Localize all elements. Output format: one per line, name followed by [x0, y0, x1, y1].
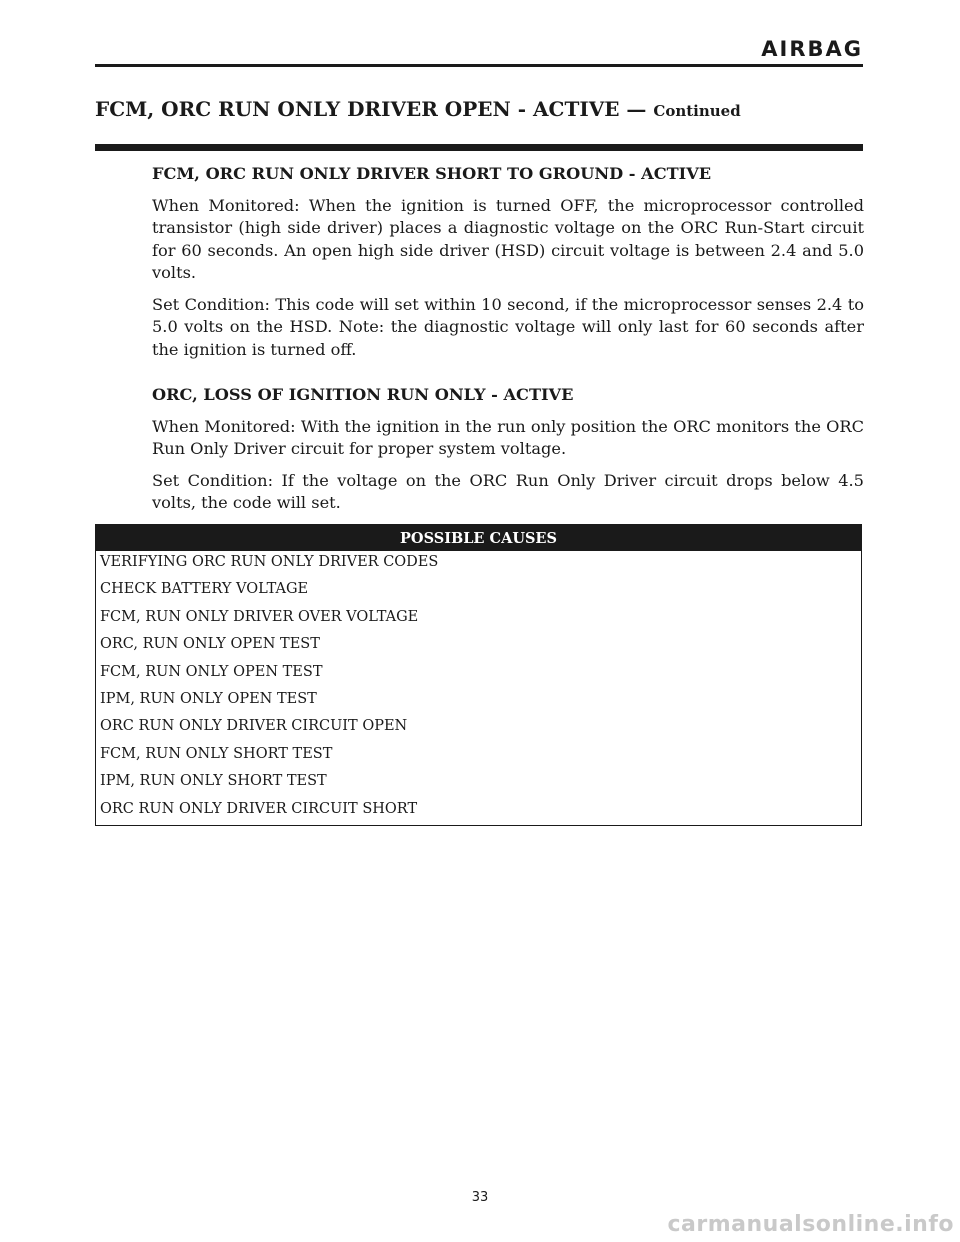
- paragraph: Set Condition: If the voltage on the ORC Run Only Driver circuit drops below 4.5 volts, the code will set.: [152, 470, 864, 512]
- cause-row: FCM, RUN ONLY OPEN TEST: [100, 663, 323, 680]
- page-number: 33: [471, 1190, 489, 1205]
- page-title-continued: Continued: [653, 102, 741, 120]
- possible-causes-header: POSSIBLE CAUSES: [96, 525, 861, 551]
- paragraph: When Monitored: With the ignition in the run only position the ORC monitors the ORC Run Only Driver circuit for proper system voltage.: [152, 416, 864, 458]
- paragraph: Set Condition: This code will set within 10 second, if the microprocessor senses 2.4 to 5.0 volts on the HSD. Note: the diagnostic voltage will only last for 60 seconds after the ignition is turned off.: [152, 294, 864, 359]
- title-rule: [95, 144, 863, 151]
- cause-row: ORC RUN ONLY DRIVER CIRCUIT SHORT: [100, 800, 418, 817]
- possible-causes-table: [95, 524, 862, 826]
- cause-row: FCM, RUN ONLY SHORT TEST: [100, 745, 333, 762]
- section-heading: ORC, LOSS OF IGNITION RUN ONLY - ACTIVE: [152, 385, 574, 404]
- cause-row: ORC, RUN ONLY OPEN TEST: [100, 636, 320, 653]
- page-title: [95, 97, 741, 121]
- body-content: [152, 163, 864, 524]
- watermark: carmanualsonline.info: [667, 1212, 954, 1237]
- cause-row: FCM, RUN ONLY DRIVER OVER VOLTAGE: [100, 608, 419, 625]
- section-heading: FCM, ORC RUN ONLY DRIVER SHORT TO GROUND - ACTIVE: [152, 164, 712, 183]
- section-header: AIRBAG: [761, 37, 863, 61]
- cause-row: VERIFYING ORC RUN ONLY DRIVER CODES: [100, 554, 439, 570]
- cause-row: ORC RUN ONLY DRIVER CIRCUIT OPEN: [100, 718, 408, 735]
- page-title-main: FCM, ORC RUN ONLY DRIVER OPEN - ACTIVE —: [95, 97, 647, 121]
- cause-row: IPM, RUN ONLY OPEN TEST: [100, 690, 317, 707]
- cause-row: CHECK BATTERY VOLTAGE: [100, 581, 309, 598]
- cause-row: IPM, RUN ONLY SHORT TEST: [100, 773, 327, 790]
- header-rule: [95, 64, 863, 67]
- paragraph: When Monitored: When the ignition is turned OFF, the microprocessor controlled transistor (high side driver) places a diagnostic voltage on the ORC Run-Start circuit for 60 seconds. An open high side driver (HSD) circuit voltage is between 2.4 and 5.0 volts.: [152, 195, 864, 282]
